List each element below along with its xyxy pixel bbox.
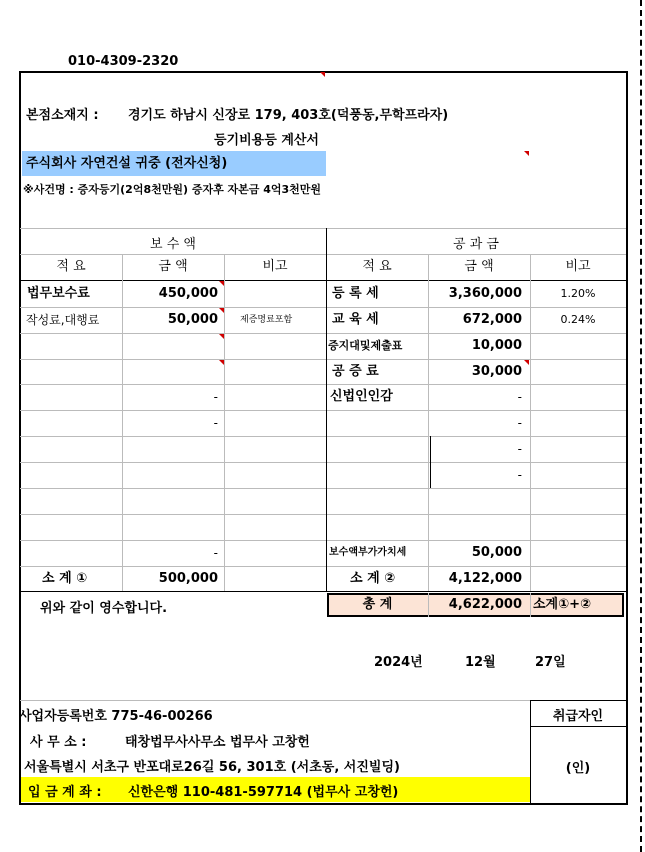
date-year: 2024년 (374, 655, 423, 670)
grid-line (20, 566, 626, 567)
grid-line (20, 514, 626, 515)
date-month: 12월 (465, 655, 496, 670)
comment-marker (524, 151, 529, 156)
comment-marker (219, 308, 224, 313)
fee-subtotal-label: 소 계 ① (42, 571, 88, 586)
tax-subtotal: 4,122,000 (448, 571, 522, 586)
tax-amount: - (517, 468, 522, 482)
handler-box-divider (530, 726, 627, 727)
fee-amount: - (213, 416, 218, 430)
tax-amount: - (517, 442, 522, 456)
fee-col-note: 비고 (262, 259, 288, 274)
grid-line (20, 359, 626, 360)
tax-item: 신법인인감 (330, 389, 393, 404)
office-name: 태창법무사사무소 법무사 고창헌 (125, 735, 310, 750)
comment-marker (524, 360, 529, 365)
tax-amount: 30,000 (471, 364, 522, 379)
client-name: 주식회사 자연건설 귀중 (전자신청) (22, 151, 326, 176)
footer-line (20, 700, 530, 701)
fee-item: 법무보수료 (27, 286, 90, 301)
comment-marker (219, 360, 224, 365)
total-label: 총 계 (362, 597, 393, 612)
tax-amount: 50,000 (471, 545, 522, 560)
tax-col-item: 적 요 (362, 259, 392, 274)
fee-amount: 450,000 (158, 286, 218, 301)
phone-number: 010-4309-2320 (68, 54, 179, 69)
total-note: 소계①+② (533, 597, 592, 612)
grid-line (20, 228, 626, 229)
fee-note: 제증명료포함 (240, 315, 293, 325)
frame-bottom (19, 803, 628, 805)
grid-line (20, 540, 626, 541)
grid-line (326, 228, 327, 591)
tax-section-title: 공 과 금 (453, 237, 499, 252)
tax-item: 교 육 세 (332, 312, 379, 327)
account-label: 입 금 계 좌 : (28, 785, 102, 800)
account-info: 신한은행 110-481-597714 (법무사 고창헌) (128, 785, 399, 800)
total-amount: 4,622,000 (448, 597, 522, 612)
comment-marker (219, 334, 224, 339)
grid-line (20, 280, 626, 281)
tax-item: 보수액부가가치세 (329, 547, 407, 558)
office-label: 사 무 소 : (30, 735, 87, 750)
grid-line (20, 333, 626, 334)
office-address: 서울특별시 서초구 반포대로26길 56, 301호 (서초동, 서진빌딩) (24, 760, 400, 775)
tax-amount: 10,000 (471, 338, 522, 353)
tax-subtotal-label: 소 계 ② (350, 571, 396, 586)
comment-marker (320, 72, 325, 77)
address: 경기도 하남시 신장로 179, 403호(덕풍동,무학프라자) (128, 108, 449, 123)
date-day: 27일 (535, 655, 566, 670)
address-label: 본점소재지 : (26, 108, 99, 123)
tax-amount: 672,000 (462, 312, 522, 327)
footer-line (530, 700, 627, 701)
grid-line (20, 410, 626, 411)
case-description: ※사건명 : 증자등기(2억8천만원) 증자후 자본금 4억3천만원 (23, 183, 322, 196)
tax-note: 0.24% (560, 313, 596, 326)
page-break-line (640, 0, 642, 852)
tax-amount: 3,360,000 (448, 286, 522, 301)
receipt-text: 위와 같이 영수합니다. (40, 601, 168, 616)
grid-line (20, 488, 626, 489)
frame-left (19, 71, 21, 804)
grid-line (224, 254, 225, 591)
tax-item: 공 증 료 (332, 364, 379, 379)
comment-marker (219, 281, 224, 286)
fee-col-amount: 금 액 (158, 259, 188, 274)
fee-amount: 50,000 (167, 312, 218, 327)
fee-amount: - (213, 390, 218, 404)
tax-col-amount: 금 액 (464, 259, 494, 274)
fee-col-item: 적 요 (56, 259, 86, 274)
tax-item: 증지대및제출표 (328, 339, 403, 352)
grid-line (20, 436, 626, 437)
tax-amount: - (517, 390, 522, 404)
grid-line (530, 593, 531, 617)
tax-col-note: 비고 (565, 259, 591, 274)
frame-right (626, 71, 628, 804)
fee-section-title: 보 수 액 (150, 237, 196, 252)
grid-line (20, 591, 626, 592)
fee-item: 작성료,대행료 (26, 313, 100, 327)
grid-line (20, 462, 626, 463)
seal: (인) (565, 761, 591, 776)
tax-note: 1.20% (560, 287, 596, 300)
fee-amount: - (213, 546, 218, 560)
handler-label: 취급자인 (552, 709, 604, 724)
fee-subtotal: 500,000 (158, 571, 218, 586)
registration-number: 사업자등록번호 775-46-00266 (19, 709, 213, 724)
document-title: 등기비용등 계산서 (214, 133, 319, 148)
tax-item: 등 록 세 (332, 286, 379, 301)
tax-amount: - (517, 416, 522, 430)
grid-line (20, 384, 626, 385)
